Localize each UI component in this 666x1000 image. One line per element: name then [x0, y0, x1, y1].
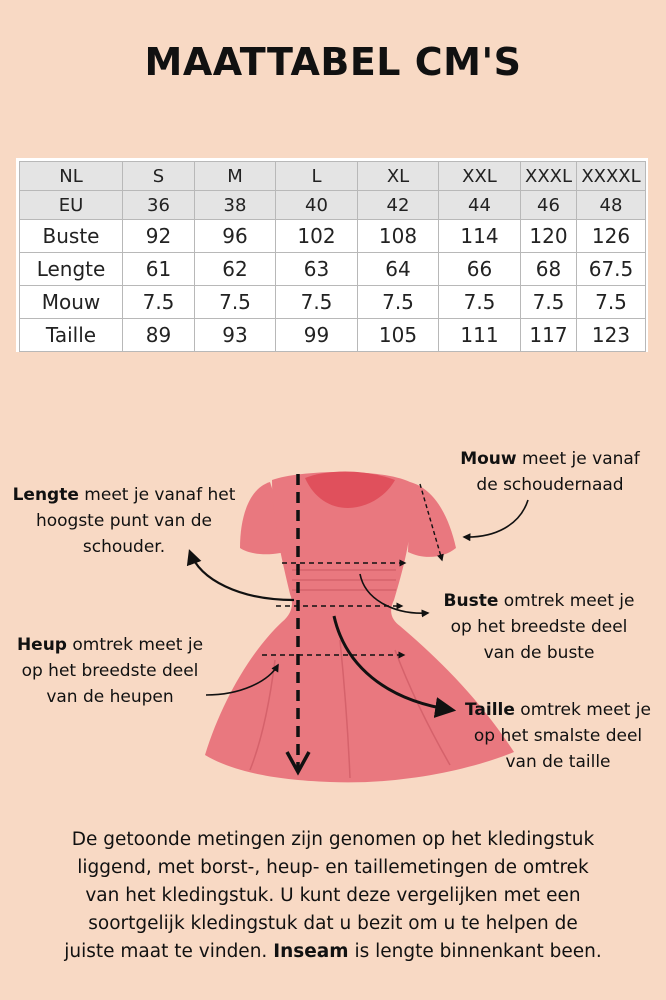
mouw-pointer-arrow	[464, 500, 528, 537]
size-table-cell: 66	[439, 253, 521, 286]
label-lengte-bold: Lengte	[12, 485, 79, 505]
footer-line-4: soortgelijk kledingstuk dat u bezit om u te helpen de	[88, 913, 578, 934]
label-buste-line1: omtrek meet je	[498, 591, 635, 611]
size-table-cell: 126	[577, 220, 646, 253]
size-table-cell: 61	[123, 253, 195, 286]
label-heup-bold: Heup	[16, 635, 67, 655]
size-table-cell: 7.5	[358, 286, 439, 319]
footer-line-5-pre: juiste maat te vinden.	[64, 941, 274, 962]
size-table-cell: XXXL	[521, 162, 577, 191]
size-table-cell: 120	[521, 220, 577, 253]
label-mouw-line2: de schoudernaad	[476, 475, 624, 495]
size-table-cell: 63	[276, 253, 358, 286]
size-table-row-label: Lengte	[20, 253, 123, 286]
size-table-cell: 48	[577, 191, 646, 220]
size-table-cell: M	[195, 162, 276, 191]
label-mouw	[440, 446, 660, 498]
size-table-row-label: NL	[20, 162, 123, 191]
size-table-cell: 67.5	[577, 253, 646, 286]
size-table-cell: S	[123, 162, 195, 191]
label-taille-line2: op het smalste deel	[473, 726, 643, 746]
label-lengte	[6, 482, 242, 560]
size-table-cell: 36	[123, 191, 195, 220]
size-table-cell: 68	[521, 253, 577, 286]
size-table-cell: 102	[276, 220, 358, 253]
size-table-cell: 38	[195, 191, 276, 220]
label-lengte-line3: schouder.	[82, 537, 166, 557]
footer-line-2: liggend, met borst-, heup- en taillemetingen de omtrek	[77, 857, 589, 878]
size-table-cell: 96	[195, 220, 276, 253]
label-buste-line2: op het breedste deel	[450, 617, 628, 637]
size-table-cell: 7.5	[123, 286, 195, 319]
footer-note	[30, 826, 636, 966]
footer-line-5-bold: Inseam	[273, 941, 349, 962]
size-table-cell: XL	[358, 162, 439, 191]
footer-line-5	[30, 938, 636, 966]
size-table-cell: 105	[358, 319, 439, 352]
size-table-row-label: EU	[20, 191, 123, 220]
size-table-cell: 89	[123, 319, 195, 352]
label-heup	[4, 632, 216, 710]
size-table-cell: 92	[123, 220, 195, 253]
label-heup-line3: van de heupen	[46, 687, 174, 707]
size-table-row-label: Taille	[20, 319, 123, 352]
size-table-row-label: Mouw	[20, 286, 123, 319]
label-lengte-line1: meet je vanaf het	[78, 485, 236, 505]
page-title: MAATTABEL CM'S	[144, 40, 522, 84]
size-table-cell: 7.5	[439, 286, 521, 319]
size-table-cell: XXL	[439, 162, 521, 191]
label-heup-line1: omtrek meet je	[66, 635, 204, 655]
size-table-cell: 46	[521, 191, 577, 220]
label-taille-line3: van de taille	[505, 752, 611, 772]
footer-line-5-post: is lengte binnenkant been.	[348, 941, 602, 962]
size-table-cell: 99	[276, 319, 358, 352]
size-table-cell: 7.5	[521, 286, 577, 319]
size-table-cell: 93	[195, 319, 276, 352]
label-buste-bold: Buste	[443, 591, 499, 611]
size-table-cell: 42	[358, 191, 439, 220]
size-table-cell: 7.5	[577, 286, 646, 319]
size-table-cell: 114	[439, 220, 521, 253]
size-table-cell: 44	[439, 191, 521, 220]
size-table-cell: 111	[439, 319, 521, 352]
label-taille-bold: Taille	[465, 700, 515, 720]
footer-line-1: De getoonde metingen zijn genomen op het kledingstuk	[71, 829, 595, 850]
size-table-cell: 64	[358, 253, 439, 286]
label-buste	[432, 588, 646, 666]
footer-line-3: van het kledingstuk. U kunt deze vergelijken met een	[85, 885, 581, 906]
size-table-cell: 123	[577, 319, 646, 352]
label-mouw-bold: Mouw	[460, 449, 517, 469]
size-table-cell: 7.5	[195, 286, 276, 319]
label-taille-line1: omtrek meet je	[514, 700, 651, 720]
label-lengte-line2: hoogste punt van de	[35, 511, 213, 531]
size-table-cell: L	[276, 162, 358, 191]
size-table-cell: 40	[276, 191, 358, 220]
size-table-cell: 117	[521, 319, 577, 352]
size-table-cell: 62	[195, 253, 276, 286]
label-mouw-line1: meet je vanaf	[516, 449, 640, 469]
size-table-cell: 108	[358, 220, 439, 253]
label-taille	[454, 697, 662, 775]
label-buste-line3: van de buste	[483, 643, 595, 663]
size-table-cell: XXXXL	[577, 162, 646, 191]
size-table-row-label: Buste	[20, 220, 123, 253]
size-table-cell: 7.5	[276, 286, 358, 319]
label-heup-line2: op het breedste deel	[21, 661, 199, 681]
